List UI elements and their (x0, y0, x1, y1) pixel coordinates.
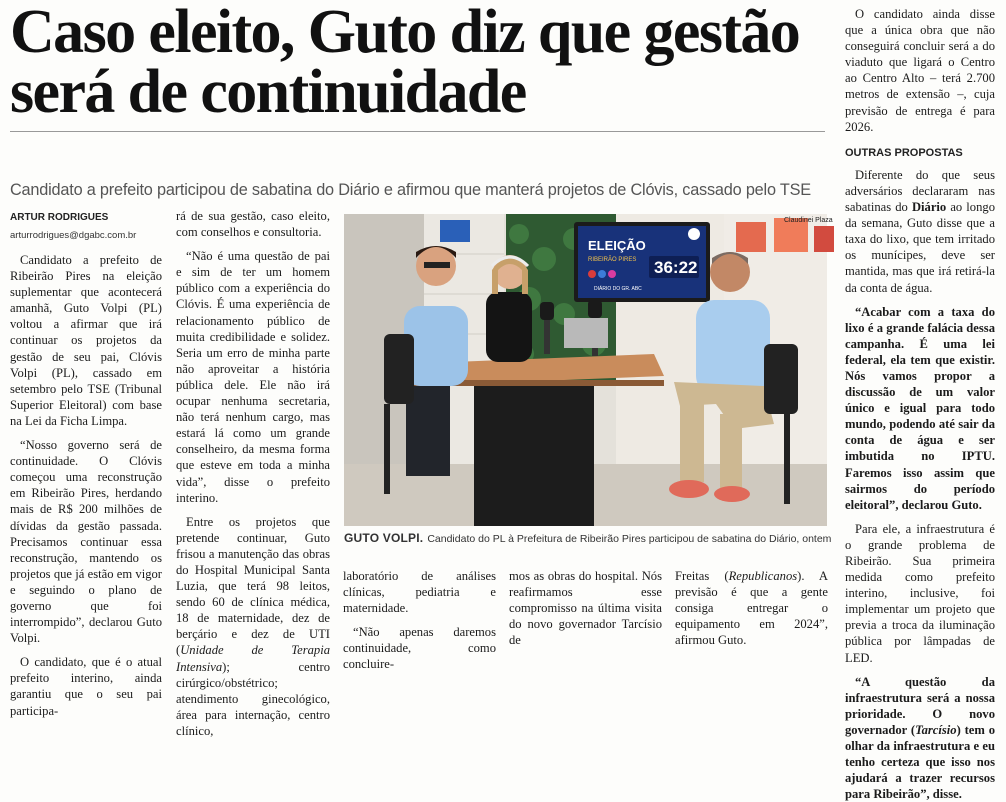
photo-caption (344, 531, 834, 545)
caption-name: GUTO VOLPI. (344, 531, 424, 545)
text-run: ); centro cirúrgico/obstétrico; atendimento ginecológico, área para internação, centro clínico, (176, 659, 330, 738)
byline-author: ARTUR RODRIGUES (10, 212, 109, 223)
paragraph (675, 568, 828, 648)
photo-credit: Claudinei Plaza (784, 217, 833, 224)
paragraph: Candidato a prefeito de Ribeirão Pires na eleição suplementar que acontecerá amanhã, Guto Volpi (PL) voltou a afirmar que irá continuar os projetos da gestão de seu pai, Clóvis Volpi (PL), cassado em setembro pelo TSE (Tribunal Superior Eleitoral) com base na Lei da Ficha Limpa. (10, 253, 162, 428)
article-column-5 (675, 568, 828, 648)
paragraph: “Acabar com a taxa do lixo é a grande falácia dessa campanha. É uma lei federal, ela tem que existir. Nós vamos propor a discussão de um valor único e igual para todo mundo, podendo até sair da conta de água e ser imbutida no IPTU. Faremos isso assim que sairmos do período eleitoral”, declarou Guto. (845, 304, 995, 512)
text-run: ). A previsão é que a gente consiga entregar o equipamento em 2024”, afirmou Guto. (675, 569, 829, 648)
article-column-4 (509, 568, 662, 648)
article-column-2 (176, 208, 330, 739)
text-run: “A questão da infraestrutura será a nossa prioridade. O novo governador ( (845, 674, 995, 737)
article-column-6 (845, 6, 995, 802)
section-heading: OUTRAS PROPOSTAS (845, 146, 963, 159)
italic-text: Republicanos (728, 569, 798, 583)
studio-scene-illustration (344, 214, 833, 526)
paragraph (845, 674, 995, 802)
paragraph: laboratório de análises clínicas, pediatria e maternidade. (343, 569, 496, 616)
text-run: Diferente do que seus adversários declararam nas sabatinas do (845, 167, 995, 215)
italic-text: Unidade de Terapia Intensiva (176, 643, 330, 674)
article-column-3 (343, 568, 496, 673)
paragraph: “Nosso governo será de continuidade. O Clóvis começou uma reconstrução em Ribeirão Pires, herdando mais de R$ 200 milhões de dívidas da gestão passada. Precisamos continuar essa reconstrução, mantendo os projetos que já estão em vigor e seguindo o plano de governo que foi interrompido”, declarou Guto Volpi. (10, 438, 162, 646)
screen-footer: DIÁRIO DO GR. ABC (594, 286, 642, 292)
italic-text: Tarcísio (915, 722, 957, 737)
subheadline: Candidato a prefeito participou de sabatina do Diário e afirmou que manterá projetos de Clóvis, cassado pelo TSE (10, 181, 811, 199)
screen-title: ELEIÇÃO (588, 238, 646, 253)
text-run: Freitas ( (675, 569, 729, 583)
paragraph: “Não apenas daremos continuidade, como concluire- (343, 625, 496, 672)
text-run: ) tem o olhar da infraestrutura e eu tenho certeza que isso nos ajudará a trazer recursos para Ribeirão”, disse. (845, 722, 995, 802)
headline: Caso eleito, Guto diz que gestão será de continuidade (10, 0, 800, 126)
article-column-1 (10, 252, 162, 719)
bold-text: Diário (911, 200, 947, 215)
paragraph: “Não é uma questão de pai e sim de ter um homem público com a experiência do Clóvis. É uma experiência de relacionamento público de muita credibilidade e solidez. Seria um erro de minha parte não aproveitar a história pública dele. Ele não irá ocupar nenhuma secretaria, não terá nenhum cargo, mas estará lá como um grande conselheiro, da mesma forma que esteve em toda a minha vida”, disse o prefeito interino. (176, 249, 330, 505)
paragraph: Para ele, a infraestrutura é o grande problema de Ribeirão. Sua primeira medida como prefeito interino, inclusive, foi implementar um projeto que previa a troca da iluminação pública por lâmpadas de LED. (845, 521, 995, 665)
byline-email[interactable]: arturrodrigues@dgabc.com.br (10, 230, 137, 241)
text-run: ao longo da semana, Guto disse que a taxa do lixo, que tem irritado os munícipes, deve ser mantida, mas que irá retirá-la da conta de água. (845, 200, 995, 295)
screen-subtitle: RIBEIRÃO PIRES (588, 257, 637, 263)
caption-text: Candidato do PL à Prefeitura de Ribeirão Pires participou de sabatina do Diário, ontem (427, 533, 832, 545)
article-photo (344, 214, 833, 526)
paragraph (176, 514, 330, 739)
paragraph: O candidato ainda disse que a única obra que não conseguirá concluir será a do viaduto que ligará o Centro ao Centro Alto – terá 2.700 metros de extensão –, cuja previsão de entrega é para 2026. (845, 7, 995, 134)
paragraph: rá de sua gestão, caso eleito, com conselhos e consultoria. (176, 209, 330, 240)
paragraph: O candidato, que é o atual prefeito interino, ainda garantiu que o seu pai participa- (10, 655, 162, 718)
screen-timer: 36:22 (654, 258, 698, 277)
paragraph: mos as obras do hospital. Nós reafirmamos esse compromisso na última visita do novo governador Tarcísio de (509, 569, 662, 648)
text-run: Entre os projetos que pretende continuar, Guto frisou a manutenção das obras do Hospital Municipal Santa Luzia, que terá 98 leitos, sendo 60 de clínica médica, 18 de maternidade, dez de berçário e dez de UTI ( (176, 514, 330, 658)
paragraph (845, 167, 995, 296)
headline-divider (10, 131, 825, 132)
